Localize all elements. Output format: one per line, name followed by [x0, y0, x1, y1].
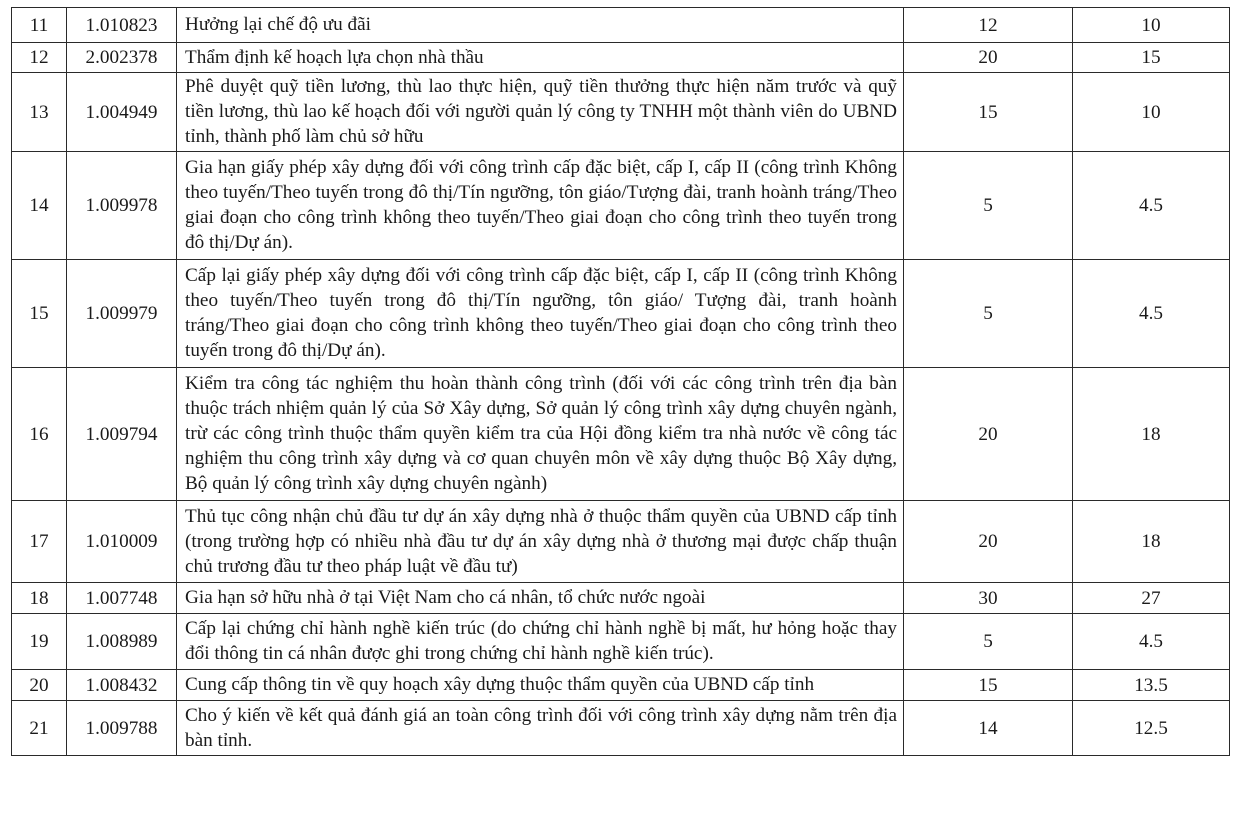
processing-time-prescribed: 15 — [904, 73, 1073, 152]
procedure-name: Thủ tục công nhận chủ đầu tư dự án xây dựng nhà ở thuộc thẩm quyền của UBND cấp tỉnh (trong trường hợp có nhiều nhà đầu tư dự án xây dựng nhà ở thương mại được chấp thuận chủ trương đầu tư theo pháp luật về đầu tư) — [177, 501, 904, 583]
table-row — [12, 701, 1230, 756]
procedure-code: 1.007748 — [67, 583, 177, 614]
table-row — [12, 614, 1230, 670]
procedure-name: Phê duyệt quỹ tiền lương, thù lao thực hiện, quỹ tiền thưởng thực hiện năm trước và quỹ tiền lương, thù lao kế hoạch đối với người quản lý công ty TNHH một thành viên do UBND tỉnh, thành phố làm chủ sở hữu — [177, 73, 904, 152]
procedure-code: 1.010823 — [67, 8, 177, 43]
row-number: 19 — [12, 614, 67, 670]
table-row — [12, 43, 1230, 73]
processing-time-reduced: 10 — [1073, 8, 1230, 43]
procedure-code: 1.004949 — [67, 73, 177, 152]
processing-time-reduced: 4.5 — [1073, 152, 1230, 260]
processing-time-prescribed: 20 — [904, 368, 1073, 501]
procedure-code: 1.008432 — [67, 670, 177, 701]
row-number: 14 — [12, 152, 67, 260]
row-number: 16 — [12, 368, 67, 501]
row-number: 20 — [12, 670, 67, 701]
table-row — [12, 501, 1230, 583]
row-number: 18 — [12, 583, 67, 614]
processing-time-reduced: 4.5 — [1073, 260, 1230, 368]
procedure-name: Hưởng lại chế độ ưu đãi — [177, 8, 904, 43]
procedure-code: 2.002378 — [67, 43, 177, 73]
procedure-code: 1.010009 — [67, 501, 177, 583]
processing-time-reduced: 18 — [1073, 368, 1230, 501]
procedure-code: 1.009788 — [67, 701, 177, 756]
processing-time-prescribed: 5 — [904, 152, 1073, 260]
procedure-name: Gia hạn sở hữu nhà ở tại Việt Nam cho cá nhân, tổ chức nước ngoài — [177, 583, 904, 614]
processing-time-prescribed: 30 — [904, 583, 1073, 614]
table-row — [12, 152, 1230, 260]
procedure-name: Cung cấp thông tin về quy hoạch xây dựng thuộc thẩm quyền của UBND cấp tỉnh — [177, 670, 904, 701]
table-row — [12, 73, 1230, 152]
procedure-name: Gia hạn giấy phép xây dựng đối với công trình cấp đặc biệt, cấp I, cấp II (công trình Không theo tuyến/Theo tuyến trong đô thị/Tín ngưỡng, tôn giáo/Tượng đài, tranh hoành tráng/Theo giai đoạn cho công trình không theo tuyến/Theo giai đoạn cho công trình theo tuyến trong đô thị/Dự án). — [177, 152, 904, 260]
procedure-name: Thẩm định kế hoạch lựa chọn nhà thầu — [177, 43, 904, 73]
processing-time-reduced: 15 — [1073, 43, 1230, 73]
processing-time-prescribed: 20 — [904, 501, 1073, 583]
processing-time-reduced: 18 — [1073, 501, 1230, 583]
table-row — [12, 583, 1230, 614]
procedure-code: 1.009978 — [67, 152, 177, 260]
procedure-name: Cấp lại chứng chỉ hành nghề kiến trúc (do chứng chỉ hành nghề bị mất, hư hỏng hoặc thay đổi thông tin cá nhân được ghi trong chứng chỉ hành nghề kiến trúc). — [177, 614, 904, 670]
procedure-name: Kiểm tra công tác nghiệm thu hoàn thành công trình (đối với các công trình trên địa bàn thuộc trách nhiệm quản lý của Sở Xây dựng, Sở quản lý công trình xây dựng chuyên ngành, trừ các công trình thuộc thẩm quyền kiểm tra của Hội đồng kiểm tra nhà nước về công tác nghiệm thu công trình xây dựng và cơ quan chuyên môn về xây dựng thuộc Bộ Xây dựng, Bộ quản lý công trình xây dựng chuyên ngành) — [177, 368, 904, 501]
processing-time-reduced: 13.5 — [1073, 670, 1230, 701]
processing-time-reduced: 10 — [1073, 73, 1230, 152]
procedure-code: 1.009794 — [67, 368, 177, 501]
row-number: 15 — [12, 260, 67, 368]
processing-time-prescribed: 5 — [904, 260, 1073, 368]
procedure-code: 1.009979 — [67, 260, 177, 368]
processing-time-reduced: 27 — [1073, 583, 1230, 614]
processing-time-prescribed: 5 — [904, 614, 1073, 670]
procedure-code: 1.008989 — [67, 614, 177, 670]
processing-time-prescribed: 20 — [904, 43, 1073, 73]
procedures-table — [11, 7, 1230, 756]
processing-time-prescribed: 14 — [904, 701, 1073, 756]
row-number: 12 — [12, 43, 67, 73]
row-number: 13 — [12, 73, 67, 152]
table-row — [12, 260, 1230, 368]
procedure-name: Cấp lại giấy phép xây dựng đối với công trình cấp đặc biệt, cấp I, cấp II (công trình Không theo tuyến/Theo tuyến trong đô thị/Tín ngưỡng, tôn giáo/ Tượng đài, tranh hoành tráng/Theo giai đoạn cho công trình không theo tuyến/Theo giai đoạn cho công trình theo tuyến trong đô thị/Dự án). — [177, 260, 904, 368]
table-row — [12, 670, 1230, 701]
processing-time-reduced: 4.5 — [1073, 614, 1230, 670]
row-number: 17 — [12, 501, 67, 583]
row-number: 11 — [12, 8, 67, 43]
procedures-table-body — [12, 8, 1230, 756]
table-row — [12, 368, 1230, 501]
processing-time-reduced: 12.5 — [1073, 701, 1230, 756]
processing-time-prescribed: 12 — [904, 8, 1073, 43]
table-row — [12, 8, 1230, 43]
row-number: 21 — [12, 701, 67, 756]
processing-time-prescribed: 15 — [904, 670, 1073, 701]
procedure-name: Cho ý kiến về kết quả đánh giá an toàn công trình đối với công trình xây dựng nằm trên địa bàn tỉnh. — [177, 701, 904, 756]
